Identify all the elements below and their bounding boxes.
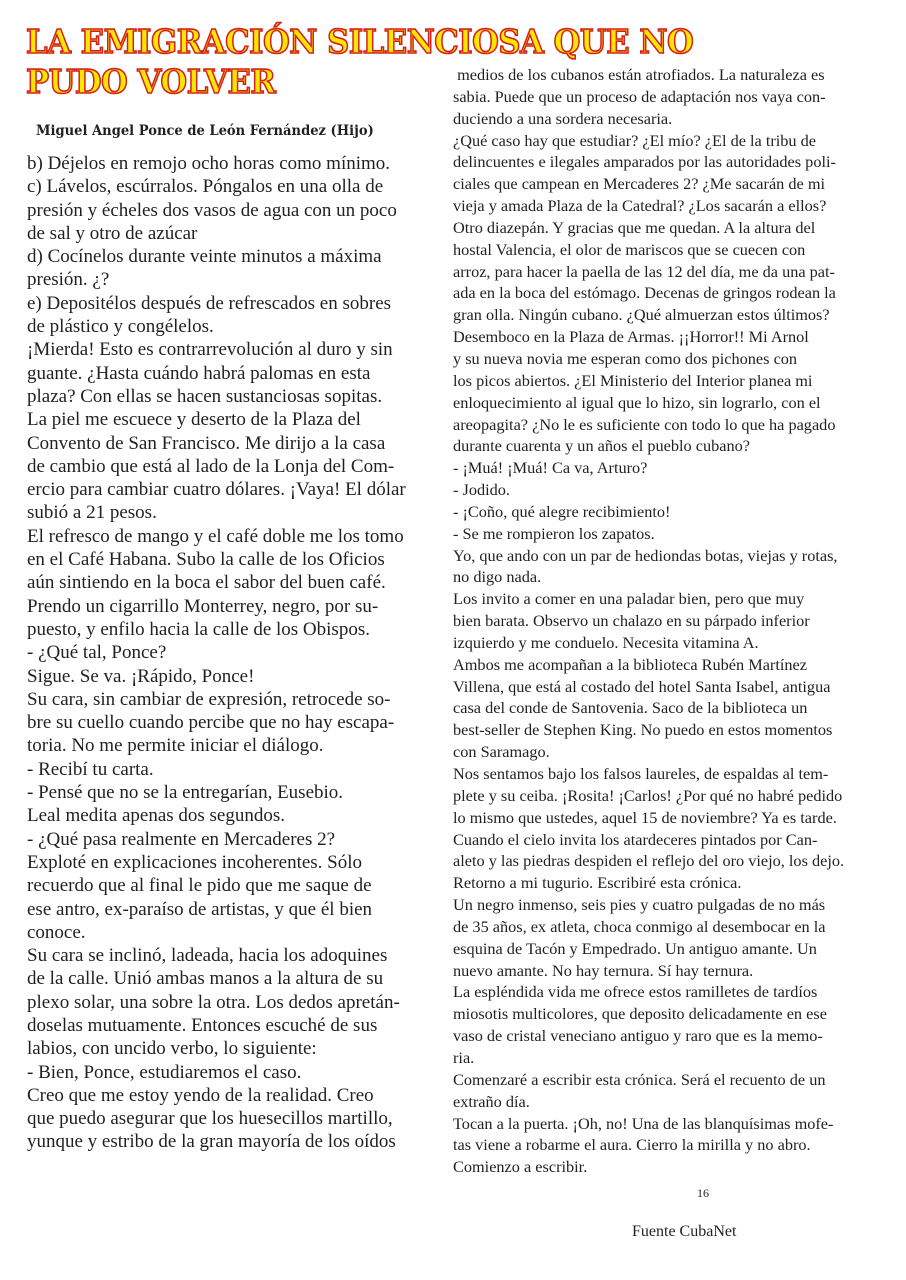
text-line: - Jodido. (453, 480, 510, 500)
text-line: toria. No me permite iniciar el diálogo. (27, 735, 324, 757)
text-line: - ¡Muá! ¡Muá! Ca va, Arturo? (453, 458, 648, 478)
title-line-1: LA EMIGRACIÓN SILENCIOSA QUE NO (26, 22, 694, 61)
text-line: El refresco de mango y el café doble me los tomo (27, 525, 404, 547)
text-line: en el Café Habana. Subo la calle de los Oficios (27, 549, 385, 571)
text-line: c) Lávelos, escúrralos. Póngalos en una olla de (27, 176, 384, 198)
text-line: subió a 21 pesos. (27, 502, 157, 524)
text-line: - Se me rompieron los zapatos. (453, 523, 655, 543)
text-line: Creo que me estoy yendo de la realidad. Creo (27, 1084, 374, 1106)
author-byline: Miguel Angel Ponce de León Fernández (Hijo) (36, 123, 374, 139)
text-line: presión y écheles dos vasos de agua con un poco (27, 199, 397, 221)
text-line: La piel me escuece y deserto de la Plaza del (27, 409, 361, 431)
right-column-text (453, 64, 844, 1178)
text-line: tas viene a robarme el aura. Cierro la mirilla y no abro. (453, 1135, 811, 1155)
text-line: gran olla. Ningún cubano. ¿Qué almuerzan estos últimos? (453, 305, 830, 325)
text-line: Exploté en explicaciones incoherentes. Sólo (27, 851, 363, 873)
text-line: Su cara se inclinó, ladeada, hacia los adoquines (27, 945, 388, 967)
text-line: Otro diazepán. Y gracias que me quedan. A la altura del (453, 217, 816, 237)
text-line: Cuando el cielo invita los atardeceres pintados por Can- (453, 829, 818, 849)
text-line: yunque y estribo de la gran mayoría de los oídos (27, 1131, 396, 1153)
text-line: durante cuarenta y un años el pueblo cubano? (453, 436, 751, 456)
text-line: Prendo un cigarrillo Monterrey, negro, por su- (27, 595, 379, 617)
text-line: Villena, que está al costado del hotel Santa Isabel, antigua (453, 676, 831, 696)
text-line: nuevo amante. No hay ternura. Sí hay ternura. (453, 960, 754, 980)
text-line: labios, con uncido verbo, lo siguiente: (27, 1038, 317, 1060)
text-line: ercio para cambiar cuatro dólares. ¡Vaya! El dólar (27, 479, 406, 501)
text-line: La espléndida vida me ofrece estos ramilletes de tardíos (453, 982, 818, 1002)
text-line: - Bien, Ponce, estudiaremos el caso. (27, 1061, 302, 1083)
text-line: duciendo a una sordera necesaria. (453, 108, 673, 128)
text-line: ria. (453, 1047, 475, 1067)
text-line: Desemboco en la Plaza de Armas. ¡¡Horror!! Mi Arnol (453, 327, 809, 347)
text-line: best-seller de Stephen King. No puedo en estos momentos (453, 720, 833, 740)
text-line: - ¡Coño, qué alegre recibimiento! (453, 501, 671, 521)
text-line: medios de los cubanos están atrofiados. La naturaleza es (453, 65, 825, 84)
text-line: b) Déjelos en remojo ocho horas como mínimo. (27, 153, 391, 174)
text-line: Comenzaré a escribir esta crónica. Será el recuento de un (453, 1069, 826, 1089)
text-line: vieja y amada Plaza de la Catedral? ¿Los sacarán a ellos? (453, 196, 827, 216)
text-line: de plástico y congélelos. (27, 316, 214, 338)
text-line: los picos abiertos. ¿El Ministerio del Interior planea mi (453, 370, 813, 390)
text-line: Leal medita apenas dos segundos. (27, 805, 286, 827)
text-line: extraño día. (453, 1091, 530, 1111)
text-line: - ¿Qué tal, Ponce? (27, 642, 167, 664)
text-line: Ambos me acompañan a la biblioteca Rubén Martínez (453, 654, 807, 674)
text-line: aún sintiendo en la boca el sabor del buen café. (27, 572, 386, 594)
text-line: con Saramago. (453, 742, 550, 762)
text-line: lo mismo que ustedes, aquel 15 de noviembre? Ya es tarde. (453, 807, 837, 827)
text-line: Convento de San Francisco. Me dirijo a la casa (27, 432, 386, 454)
text-line: arroz, para hacer la paella de las 12 del día, me da una pat- (453, 261, 835, 281)
text-line: e) Depositélos después de refrescados en sobres (27, 292, 392, 314)
text-line: Yo, que ando con un par de hediondas botas, viejas y rotas, (453, 545, 838, 565)
text-line: Los invito a comer en una paladar bien, pero que muy (453, 589, 805, 609)
text-line: guante. ¿Hasta cuándo habrá palomas en esta (27, 362, 371, 384)
text-line: vaso de cristal veneciano antiguo y raro que es la memo- (453, 1026, 823, 1046)
text-line: no digo nada. (453, 567, 542, 587)
text-line: doselas mutuamente. Entonces escuché de sus (27, 1014, 378, 1036)
left-column-text (27, 152, 406, 1154)
text-line: presión. ¿? (27, 269, 110, 291)
text-line: delincuentes e ilegales amparados por las autoridades poli- (453, 152, 836, 172)
text-line: ada en la boca del estómago. Decenas de gringos rodean la (453, 283, 836, 303)
text-line: - Pensé que no se la entregarían, Eusebio. (27, 782, 344, 804)
text-line: - ¿Qué pasa realmente en Mercaderes 2? (27, 828, 336, 850)
text-line: plete y su ceiba. ¡Rosita! ¡Carlos! ¿Por qué no habré pedido (453, 785, 843, 805)
text-line: que puedo asegurar que los huesecillos martillo, (27, 1108, 393, 1130)
text-line: enloquecimiento al igual que lo hizo, sin lograrlo, con el (453, 392, 821, 412)
page-number: 16 (697, 1186, 709, 1200)
text-line: Un negro inmenso, seis pies y cuatro pulgadas de no más (453, 895, 826, 915)
text-line: plaza? Con ellas se hacen sustanciosas sopitas. (27, 385, 383, 407)
title-line-2: PUDO VOLVER (26, 62, 276, 101)
text-line: Su cara, sin cambiar de expresión, retrocede so- (27, 688, 391, 710)
text-line: Tocan a la puerta. ¡Oh, no! Una de las blanquísimas mofe- (453, 1113, 834, 1133)
text-line: d) Cocínelos durante veinte minutos a máxima (27, 246, 382, 268)
text-line: y su nueva novia me esperan como dos pichones con (453, 348, 798, 368)
text-line: de cambio que está al lado de la Lonja del Com- (27, 455, 395, 477)
text-line: de 35 años, ex atleta, choca conmigo al desembocar en la (453, 916, 826, 936)
text-line: Sigue. Se va. ¡Rápido, Ponce! (27, 665, 255, 687)
text-line: ¿Qué caso hay que estudiar? ¿El mío? ¿El de la tribu de (453, 130, 817, 150)
text-line: ¡Mierda! Esto es contrarrevolución al duro y sin (27, 339, 393, 361)
text-line: bre su cuello cuando percibe que no hay escapa- (27, 712, 395, 734)
text-line: areopagita? ¿No le es suficiente con todo lo que ha pagado (453, 414, 836, 434)
text-line: hostal Valencia, el olor de mariscos que se cuecen con (453, 239, 806, 259)
text-line: de la calle. Unió ambas manos a la altura de su (27, 968, 384, 990)
text-line: Nos sentamos bajo los falsos laureles, de espaldas al tem- (453, 764, 829, 783)
text-line: Comienzo a escribir. (453, 1157, 588, 1177)
text-line: recuerdo que al final le pido que me saque de (27, 875, 372, 897)
text-line: esquina de Tacón y Empedrado. Un antiguo amante. Un (453, 938, 817, 958)
text-line: plexo solar, una sobre la otra. Los dedos apretán- (27, 991, 400, 1013)
text-line: - Recibí tu carta. (27, 758, 154, 780)
source-credit: Fuente CubaNet (632, 1223, 737, 1240)
text-line: conoce. (27, 921, 86, 943)
text-line: aleto y las piedras despiden el reflejo del oro viejo, los dejo. (453, 851, 845, 871)
text-line: miosotis multicolores, que deposito delicadamente en ese (453, 1004, 827, 1024)
text-line: casa del conde de Santovenia. Saco de la biblioteca un (453, 698, 808, 718)
text-line: izquierdo y me conduelo. Necesita vitamina A. (453, 632, 759, 652)
text-line: ciales que campean en Mercaderes 2? ¿Me sacarán de mi (453, 174, 826, 194)
text-line: sabia. Puede que un proceso de adaptación nos vaya con- (453, 86, 826, 106)
text-line: Retorno a mi tugurio. Escribiré esta crónica. (453, 873, 742, 893)
text-line: ese antro, ex-paraíso de artistas, y que él bien (27, 898, 373, 920)
text-line: puesto, y enfilo hacia la calle de los Obispos. (27, 618, 370, 640)
text-line: de sal y otro de azúcar (27, 222, 198, 244)
text-line: bien barata. Observo un chalazo en su párpado inferior (453, 611, 810, 631)
